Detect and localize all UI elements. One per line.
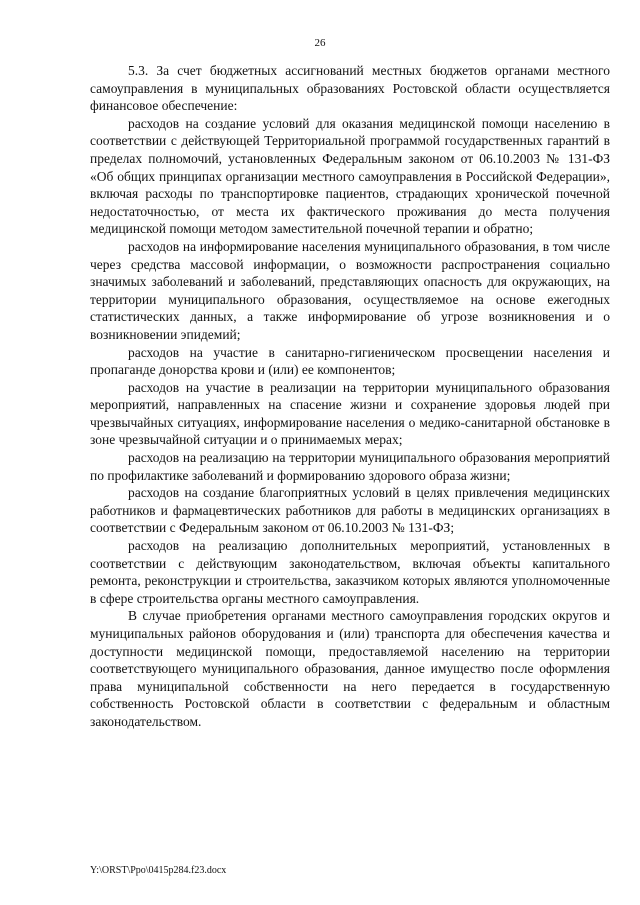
paragraph-attracting-medical-workers: расходов на создание благоприятных условий в целях привлечения медицинских работников и фармацевтических работников для работы в медицинских организациях в соответствии с Федеральным законом от 06.10.2003 № 131-ФЗ; — [90, 485, 610, 536]
paragraph-additional-measures: расходов на реализацию дополнительных мероприятий, установленных в соответствии с действующим законодательством, включая объекты капитального ремонта, реконструкции и строительства, заказчиком которых являются уполномоченные в сфере строительства органы местного самоуправления. — [90, 538, 610, 606]
paragraph-sanitary-education: расходов на участие в санитарно-гигиеническом просвещении населения и пропаганде донорства крови и (или) ее компонентов; — [90, 344, 610, 378]
page-number: 26 — [314, 37, 326, 49]
paragraph-property-transfer: В случае приобретения органами местного самоуправления городских округов и муниципальных районов оборудования и (или) транспорта для обеспечения качества и доступности медицинской помощи, предоставляемой населению на территории соответствующего муниципального образования, данное имущество после оформления права муниципальной собственности на него передается в государственную собственность Ростовской области в соответствии с федеральным и областным законодательством. — [90, 608, 610, 729]
paragraph-5-3-intro: 5.3. За счет бюджетных ассигнований местных бюджетов органами местного самоуправления в муниципальных образованиях Ростовской области осуществляется финансовое обеспечение: — [90, 63, 610, 114]
paragraph-population-informing: расходов на информирование населения муниципального образования, в том числе через средства массовой информации, о возможности распространения социально значимых заболеваний и заболеваний, представляющих опасность для окружающих, на территории муниципального образования, осуществляемое на основе ежегодных статистических данных, а также информирование об угрозе возникновения и о возникновении эпидемий; — [90, 238, 610, 342]
paragraph-disease-prevention: расходов на реализацию на территории муниципального образования мероприятий по профилактике заболеваний и формированию здорового образа жизни; — [90, 450, 610, 483]
footer-file-path: Y:\ORST\Ppo\0415p284.f23.docx — [90, 865, 227, 876]
paragraph-medical-care-conditions: расходов на создание условий для оказания медицинской помощи населению в соответствии с действующей Территориальной программой государственных гарантий в пределах полномочий, установленных Федеральным законом от 06.10.2003 № 131-ФЗ «Об общих принципах организации местного самоуправления в Российской Федерации», включая расходы по транспортировке пациентов, страдающих хронической почечной недостаточностью, от места их фактического проживания до места получения медицинской помощи методом заместительной почечной терапии и обратно; — [90, 115, 610, 237]
paragraph-emergency-measures: расходов на участие в реализации на территории муниципального образования мероприятий, направленных на спасение жизни и сохранение здоровья людей при чрезвычайных ситуациях, информирование населения о медико-санитарной обстановке в зоне чрезвычайной ситуации и о принимаемых мерах; — [90, 379, 610, 448]
document-body — [90, 62, 610, 731]
